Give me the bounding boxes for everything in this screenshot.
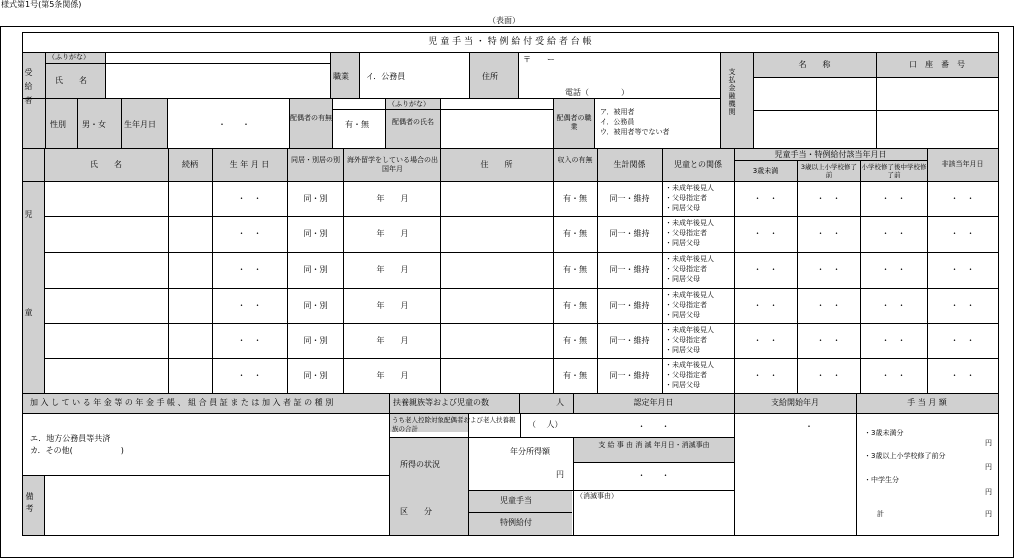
recipient-section-label: 受給者	[24, 68, 33, 110]
child-row-6-d2: ・ ・	[816, 371, 841, 380]
annual-income-yen: 円	[556, 470, 564, 479]
child-row-1-d2: ・ ・	[816, 194, 841, 203]
child-row-2-birth: ・ ・	[237, 229, 262, 238]
certified-value: ・ ・	[637, 422, 670, 431]
side-label: （表面）	[488, 16, 520, 25]
child-row-6-year-month: 年 月	[376, 371, 409, 380]
child-eligibility-header: 児童手当・特例給付該当年月日	[774, 150, 887, 159]
under3-header: 3歳未満	[752, 167, 779, 175]
child-row-3-cohabit: 同・別	[303, 265, 328, 274]
child-relation-header: 続柄	[182, 160, 198, 169]
monthly-total-yen: 円	[985, 510, 992, 518]
elderly-label: うち老人控除対象配偶者および老人扶養親族の合計	[392, 416, 516, 433]
dependents-unit: 人	[556, 398, 564, 407]
dependents-label: 扶養親族等および児童の数	[393, 398, 489, 407]
child-row-1-income: 有・無	[563, 194, 587, 203]
spouse-job-option-b: イ．公務員	[600, 118, 635, 126]
spouse-furigana-label: （ふりがな）	[388, 100, 430, 108]
child-row-3-income: 有・無	[563, 265, 587, 274]
child-row-6-income: 有・無	[563, 371, 587, 380]
form-number: 様式第1号(第5条関係)	[1, 0, 82, 9]
postal-label: 〒 ー	[523, 55, 555, 64]
child-row-1-relation-3: ・同居父母	[665, 204, 700, 212]
child-row-2-relation-3: ・同居父母	[665, 239, 700, 247]
termination-date: ・ ・	[637, 471, 670, 480]
remarks-label: 備考	[25, 492, 34, 516]
pension-option-ka: カ．その他( )	[30, 446, 124, 455]
child-row-5-relation-1: ・未成年後見人	[665, 326, 714, 334]
child-row-4-income: 有・無	[563, 301, 587, 310]
child-row-6-d1: ・ ・	[753, 371, 778, 380]
monthly-age3-label: ・3歳以上小学校修了前分	[864, 452, 946, 460]
child-row-6-cohabit: 同・別	[303, 371, 328, 380]
pension-header: 加 入 し て い る 年 金 等 の 年 金 手 帳 、 組 合 員 証 ま た は 加 入 者 証 の 種 別	[30, 398, 334, 407]
child-row-3-d4: ・ ・	[950, 265, 975, 274]
termination-header: 支 給 事 由 消 滅 年月日・消滅事由	[598, 441, 710, 449]
child-row-5-cohabit: 同・別	[303, 336, 328, 345]
furigana-label: （ふりがな）	[48, 53, 90, 61]
spouse-presence-label: 配偶者の有無	[290, 114, 332, 122]
child-row-3-livelihood: 同一・維持	[609, 265, 650, 274]
age3-header: 3歳以上小学校修了前	[800, 163, 858, 179]
child-row-4-d4: ・ ・	[950, 301, 975, 310]
monthly-under3-yen: 円	[985, 439, 992, 447]
child-abroad-header: 海外留学をしている場合の出国年月	[347, 156, 438, 173]
spouse-presence-value: 有・無	[345, 120, 369, 129]
annual-income-label: 年分所得額	[510, 447, 550, 456]
child-row-4-birth: ・ ・	[237, 301, 262, 310]
child-row-3-d3: ・ ・	[881, 265, 906, 274]
child-name-header: 氏 名	[90, 160, 122, 169]
child-row-5-relation-3: ・同居父母	[665, 346, 700, 354]
child-row-5-year-month: 年 月	[376, 336, 409, 345]
child-row-5-d3: ・ ・	[881, 336, 906, 345]
child-row-4-relation-1: ・未成年後見人	[665, 291, 714, 299]
child-row-5-d1: ・ ・	[753, 336, 778, 345]
account-header: 口 座 番 号	[909, 60, 965, 69]
child-row-3-birth: ・ ・	[237, 265, 262, 274]
children-section-label: 児童	[24, 210, 33, 406]
start-label: 支給開始年月	[771, 398, 819, 407]
monthly-under3-label: ・3歳未満分	[864, 429, 904, 437]
child-address-header: 住 所	[480, 160, 513, 169]
child-birth-header: 生 年 月 日	[229, 160, 270, 169]
child-row-1-relation-2: ・父母指定者	[665, 194, 707, 202]
child-row-6-birth: ・ ・	[237, 371, 262, 380]
child-row-5-d4: ・ ・	[950, 336, 975, 345]
child-row-3-relation-3: ・同居父母	[665, 275, 700, 283]
child-row-2-d2: ・ ・	[816, 229, 841, 238]
certified-label: 認定年月日	[633, 398, 674, 407]
income-status-label: 所得の状況	[400, 460, 440, 469]
child-row-2-relation-1: ・未成年後見人	[665, 219, 714, 227]
page-title: 児 童 手 当 ・ 特 例 給 付 受 給 者 台 帳	[428, 37, 592, 47]
monthly-junior-label: ・中学生分	[864, 476, 899, 484]
child-row-2-d1: ・ ・	[753, 229, 778, 238]
address-label: 住所	[482, 72, 498, 81]
child-row-6-relation-3: ・同居父母	[665, 381, 700, 389]
child-row-2-year-month: 年 月	[376, 229, 409, 238]
child-row-4-year-month: 年 月	[376, 301, 409, 310]
child-row-4-relation-3: ・同居父母	[665, 311, 700, 319]
child-row-6-d4: ・ ・	[950, 371, 975, 380]
child-row-4-d2: ・ ・	[816, 301, 841, 310]
child-row-5-birth: ・ ・	[237, 336, 262, 345]
child-row-4-cohabit: 同・別	[303, 301, 328, 310]
child-row-1-cohabit: 同・別	[303, 194, 328, 203]
child-row-3-d1: ・ ・	[753, 265, 778, 274]
pension-option-e: エ．地方公務員等共済	[30, 434, 111, 443]
name-label: 氏 名	[55, 76, 87, 85]
child-row-2-relation-2: ・父母指定者	[665, 229, 707, 237]
child-row-1-d1: ・ ・	[753, 194, 778, 203]
spouse-job-label: 配偶者の職業	[556, 114, 592, 131]
birth-value: ・ ・	[218, 120, 250, 129]
child-row-3-relation-2: ・父母指定者	[665, 265, 707, 273]
spouse-name-label: 配偶者の氏名	[392, 118, 434, 126]
child-row-1-relation-1: ・未成年後見人	[665, 184, 714, 192]
child-row-1-year-month: 年 月	[376, 194, 409, 203]
child-row-5-d2: ・ ・	[816, 336, 841, 345]
child-row-2-d4: ・ ・	[950, 229, 975, 238]
child-row-6-relation-2: ・父母指定者	[665, 371, 707, 379]
child-row-3-relation-1: ・未成年後見人	[665, 255, 714, 263]
spouse-job-option-c: ウ．被用者等でない者	[600, 128, 670, 136]
monthly-junior-yen: 円	[985, 488, 992, 496]
child-row-4-d1: ・ ・	[753, 301, 778, 310]
gender-label: 性別	[50, 120, 66, 129]
child-row-6-relation-1: ・未成年後見人	[665, 361, 714, 369]
child-row-1-livelihood: 同一・維持	[609, 194, 650, 203]
child-relationship-header: 児童との関係	[674, 160, 722, 169]
allowance-label: 児童手当	[500, 496, 532, 505]
junior-header: 小学校修了後中学校修了前	[861, 163, 927, 179]
child-row-5-income: 有・無	[563, 336, 587, 345]
child-row-5-livelihood: 同一・維持	[609, 336, 650, 345]
child-row-2-income: 有・無	[563, 229, 587, 238]
bank-label: 支払金融機関	[728, 68, 736, 116]
child-row-1-d3: ・ ・	[881, 194, 906, 203]
child-livelihood-header: 生計関係	[613, 160, 646, 169]
special-benefit-label: 特例給付	[500, 518, 532, 527]
child-row-2-cohabit: 同・別	[303, 229, 328, 238]
child-income-header: 収入の有無	[557, 156, 593, 164]
non-eligible-header: 非該当年月日	[941, 160, 984, 168]
bank-name-header: 名 称	[798, 60, 831, 69]
child-row-6-livelihood: 同一・維持	[609, 371, 650, 380]
occupation-value: イ．公務員	[366, 72, 406, 81]
child-row-3-d2: ・ ・	[816, 265, 841, 274]
child-row-4-relation-2: ・父母指定者	[665, 301, 707, 309]
elderly-value: （ 人）	[528, 420, 563, 429]
child-row-3-year-month: 年 月	[376, 265, 409, 274]
birth-label: 生年月日	[124, 120, 156, 129]
gender-value: 男・女	[82, 120, 106, 129]
category-label: 区 分	[400, 507, 432, 516]
child-row-2-livelihood: 同一・維持	[609, 229, 650, 238]
spouse-job-option-a: ア．被用者	[600, 108, 635, 116]
start-value: ・	[805, 422, 813, 431]
child-row-6-d3: ・ ・	[881, 371, 906, 380]
child-cohabit-header: 同居・別居の別	[291, 156, 340, 164]
child-row-1-birth: ・ ・	[237, 194, 262, 203]
occupation-label: 職業	[333, 72, 349, 81]
termination-note: （消滅事由）	[576, 492, 618, 500]
monthly-age3-yen: 円	[985, 463, 992, 471]
monthly-amount-label: 手 当 月 額	[907, 398, 947, 407]
monthly-total-label: 計	[877, 510, 884, 518]
child-row-1-d4: ・ ・	[950, 194, 975, 203]
child-row-4-d3: ・ ・	[881, 301, 906, 310]
child-row-2-d3: ・ ・	[881, 229, 906, 238]
child-row-4-livelihood: 同一・維持	[609, 301, 650, 310]
phone-label: 電話（ ）	[565, 88, 629, 97]
child-row-5-relation-2: ・父母指定者	[665, 336, 707, 344]
